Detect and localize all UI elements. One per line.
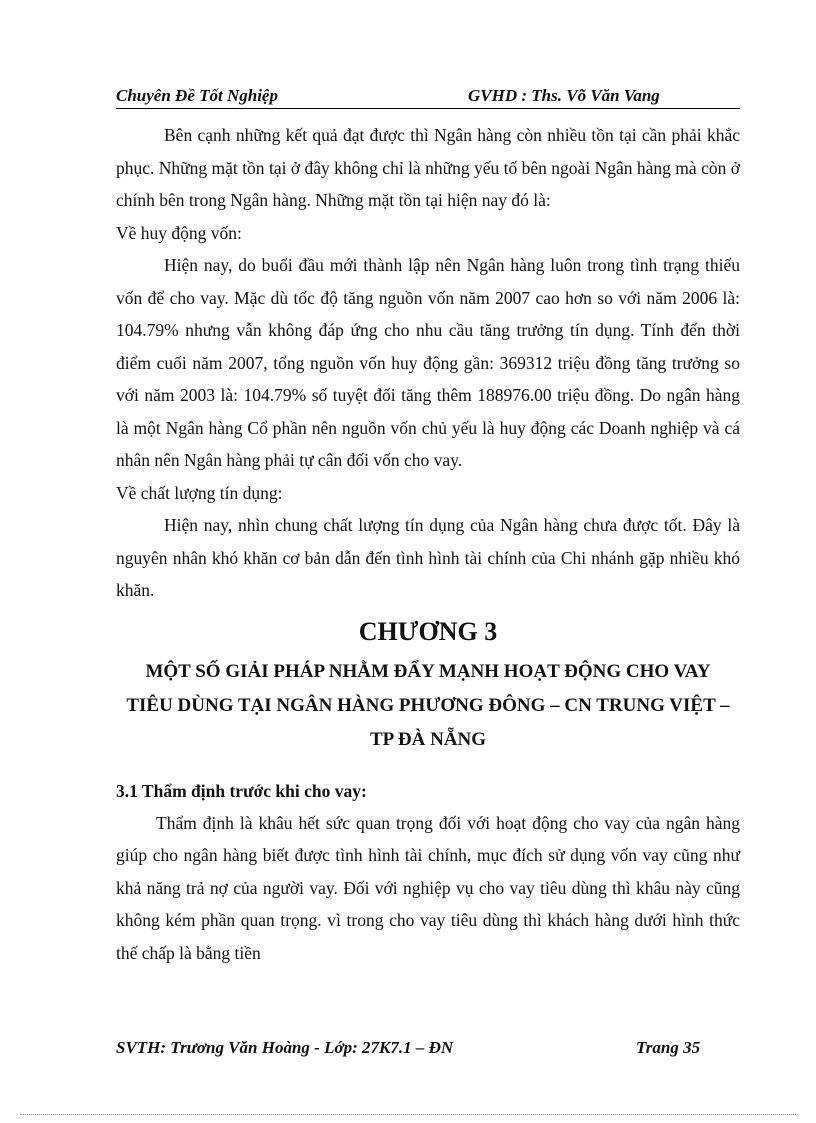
label-capital-mobilization: Về huy động vốn:: [116, 222, 242, 243]
chapter-subtitle: MỘT SỐ GIẢI PHÁP NHẰM ĐẨY MẠNH HOẠT ĐỘNG CHO VAY TIÊU DÙNG TẠI NGÂN HÀNG PHƯƠNG ĐÔNG – CN TRUNG VIỆT – TP ĐÀ NẴNG: [126, 660, 730, 750]
chapter-title: CHƯƠNG 3: [358, 616, 498, 646]
paragraph-appraisal: Thẩm định là khâu hết sức quan trọng đối với hoạt động cho vay của ngân hàng giúp cho ngân hàng biết được tình hình tài chính, mục đích sử dụng vốn vay cũng như khả năng trả nợ của người vay. Đối với nghiệp vụ cho vay tiêu dùng thì khâu này cũng không kém phần quan trọng. vì trong cho vay tiêu dùng thì khách hàng dưới hình thức thế chấp là bằng tiền: [116, 812, 740, 963]
page-header: [116, 84, 740, 109]
paragraph-capital-mobilization: Hiện nay, do buổi đầu mới thành lập nên Ngân hàng luôn trong tình trạng thiếu vốn để cho vay. Mặc dù tốc độ tăng nguồn vốn năm 2007 cao hơn so với năm 2006 là: 104.79% nhưng vẫn không đáp ứng cho nhu cầu tăng trưởng tín dụng. Tính đến thời điểm cuối năm 2007, tổng nguồn vốn huy động gần: 369312 triệu đồng tăng trưởng so với năm 2003 là: 104.79% số tuyệt đối tăng thêm 188976.00 triệu đồng. Do ngân hàng là một Ngân hàng Cổ phần nên nguồn vốn chủ yếu là huy động các Doanh nghiệp và cá nhân nên Ngân hàng phải tự cân đối vốn cho vay.: [116, 255, 740, 470]
paragraph-credit-quality: Hiện nay, nhìn chung chất lượng tín dụng của Ngân hàng chưa được tốt. Đây là nguyên nhân khó khăn cơ bản dẫn đến tình hình tài chính của Chi nhánh gặp nhiều khó khăn.: [116, 515, 740, 600]
page-body: [116, 119, 740, 969]
header-supervisor: GVHD : Ths. Võ Văn Vang: [468, 86, 660, 105]
section-heading: 3.1 Thẩm định trước khi cho vay:: [116, 780, 367, 801]
footer-page-number: Trang 35: [636, 1038, 701, 1057]
header-document-type: Chuyên Đề Tốt Nghiệp: [116, 86, 278, 105]
page-footer: [116, 1038, 716, 1062]
page-separator: [20, 1114, 796, 1115]
paragraph-existing-issues: Bên cạnh những kết quả đạt được thì Ngân hàng còn nhiều tồn tại cần phải khắc phục. Những mặt tồn tại ở đây không chỉ là những yếu tố bên ngoài Ngân hàng mà còn ở chính bên trong Ngân hàng. Những mặt tồn tại hiện nay đó là:: [116, 125, 740, 210]
label-credit-quality: Về chất lượng tín dụng:: [116, 482, 283, 503]
footer-student: SVTH: Trương Văn Hoàng - Lớp: 27K7.1 – ĐN: [116, 1038, 454, 1057]
